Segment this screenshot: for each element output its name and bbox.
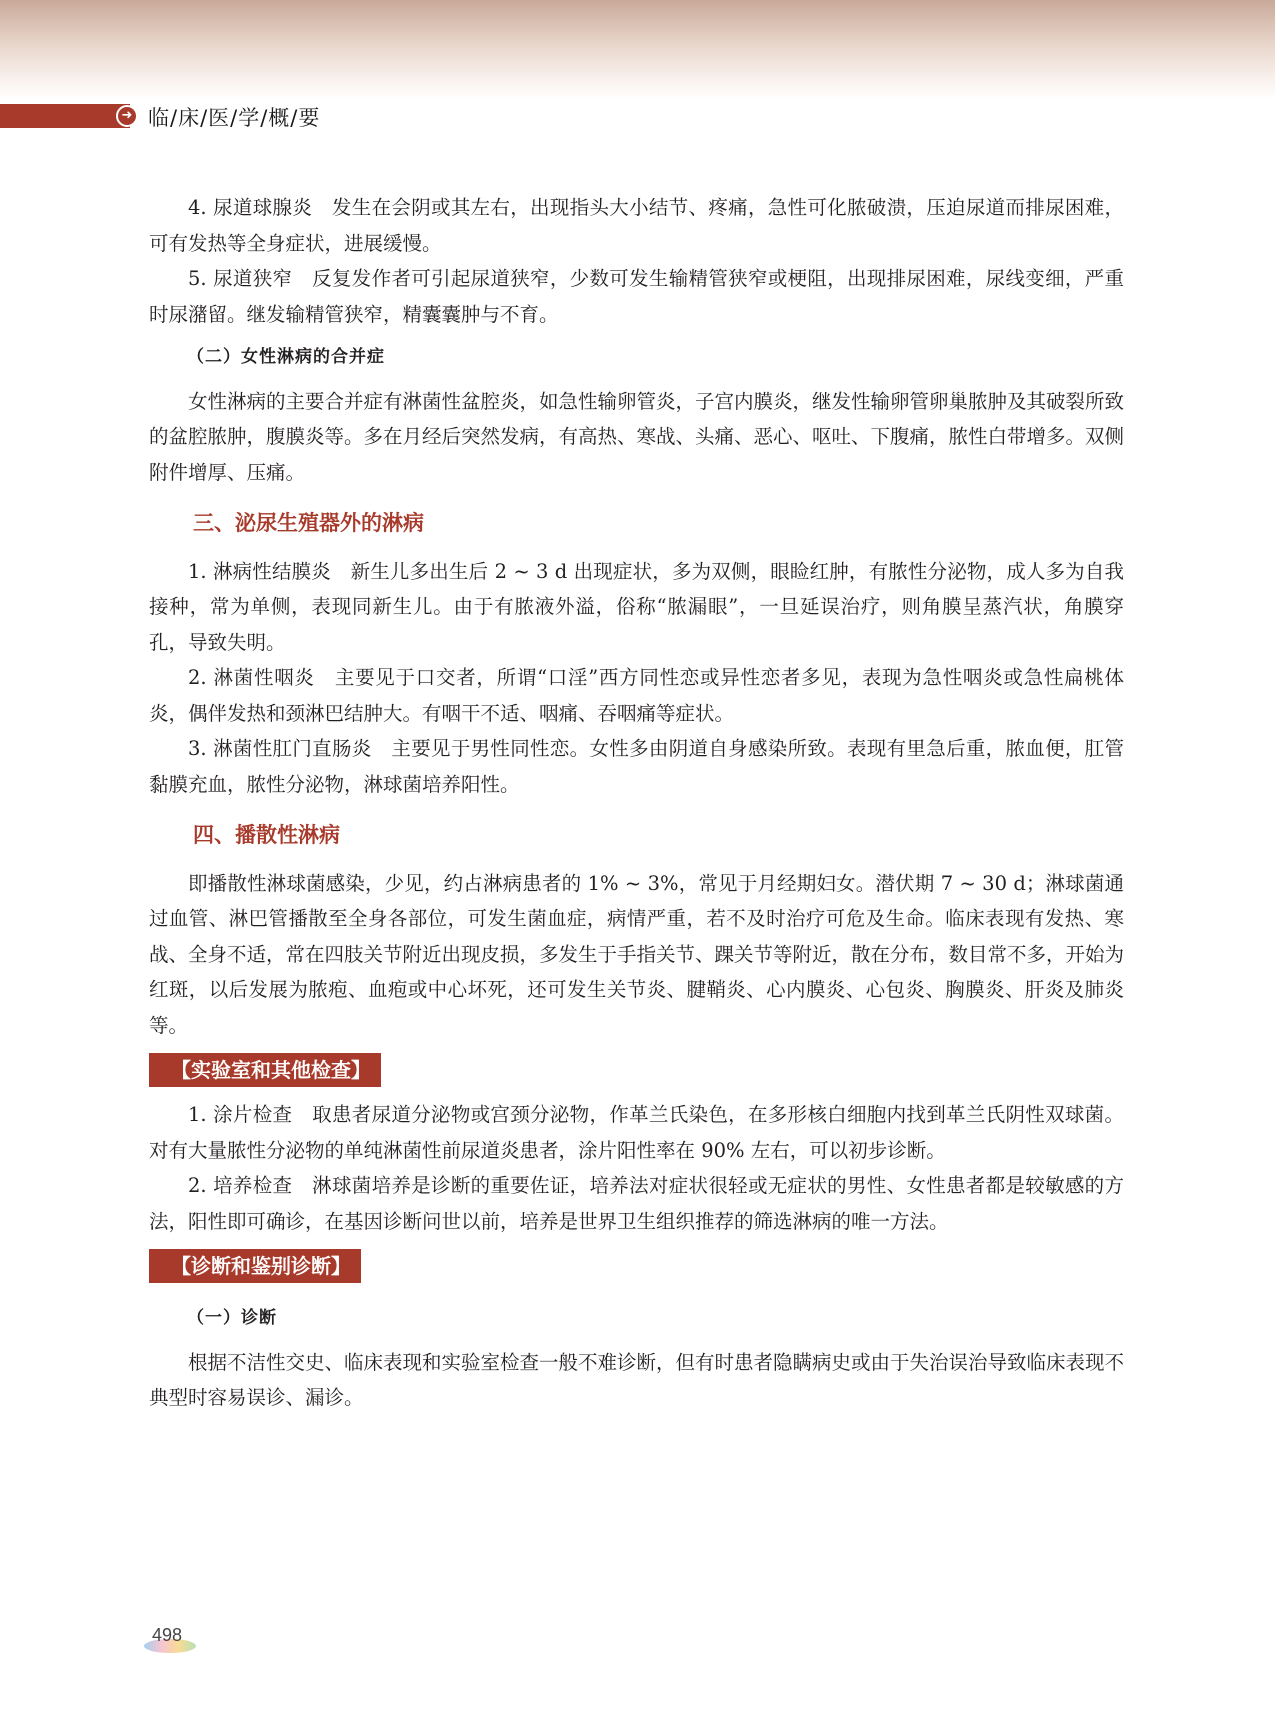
box-heading-lab-tests: 【实验室和其他检查】: [149, 1053, 381, 1087]
paragraph: 2. 培养检查 淋球菌培养是诊断的重要佐证，培养法对症状很轻或无症状的男性、女性患者都是较敏感的方法，阳性即可确诊，在基因诊断问世以前，培养是世界卫生组织推荐的筛选淋病的唯一方法。: [149, 1174, 1124, 1233]
page-number: [144, 1625, 196, 1655]
paragraph: 即播散性淋球菌感染，少见，约占淋病患者的 1% ~ 3%，常见于月经期妇女。潜伏期 7 ~ 30 d；淋球菌通过血管、淋巴管播散至全身各部位，可发生菌血症，病情严重，若不及时治疗可危及生命。临床表现有发热、寒战、全身不适，常在四肢关节附近出现皮损，多发生于手指关节、踝关节等附近，散在分布，数目常不多，开始为红斑，以后发展为脓疱、血疱或中心坏死，还可发生关节炎、腱鞘炎、心内膜炎、心包炎、胸膜炎、肝炎及肺炎等。: [149, 871, 1125, 1037]
header-gradient: [0, 0, 1275, 100]
subheading-diagnosis: （一）诊断: [187, 1308, 277, 1328]
book-title: 临/床/医/学/概/要: [148, 106, 321, 130]
subheading-female-complications: （二）女性淋病的合并症: [187, 347, 385, 367]
section-heading-disseminated: 四、播散性淋病: [193, 823, 340, 847]
paragraph: 1. 涂片检查 取患者尿道分泌物或宫颈分泌物，作革兰氏染色，在多形核白细胞内找到革兰氏阴性双球菌。对有大量脓性分泌物的单纯淋菌性前尿道炎患者，涂片阳性率在 90% 左右，可以初步诊断。: [149, 1103, 1124, 1162]
header-accent-bar: [0, 104, 130, 128]
paragraph: 2. 淋菌性咽炎 主要见于口交者，所谓“口淫”西方同性恋或异性恋者多见，表现为急性咽炎或急性扁桃体炎，偶伴发热和颈淋巴结肿大。有咽干不适、咽痛、吞咽痛等症状。: [149, 666, 1124, 725]
arrow-right-icon: ➜: [116, 105, 138, 127]
box-heading-diagnosis: 【诊断和鉴别诊断】: [149, 1249, 361, 1283]
paragraph: 根据不洁性交史、临床表现和实验室检查一般不难诊断，但有时患者隐瞒病史或由于失治误治导致临床表现不典型时容易误诊、漏诊。: [149, 1350, 1125, 1409]
page-body: [149, 190, 1124, 1416]
paragraph: 4. 尿道球腺炎 发生在会阴或其左右，出现指头大小结节、疼痛，急性可化脓破溃，压迫尿道而排尿困难，可有发热等全身症状，进展缓慢。: [149, 196, 1124, 255]
page-number-text: 498: [152, 1625, 183, 1645]
section-heading-extragenital: 三、泌尿生殖器外的淋病: [193, 511, 424, 535]
paragraph: 3. 淋菌性肛门直肠炎 主要见于男性同性恋。女性多由阴道自身感染所致。表现有里急后重，脓血便，肛管黏膜充血，脓性分泌物，淋球菌培养阳性。: [149, 737, 1124, 796]
paragraph: 1. 淋病性结膜炎 新生儿多出生后 2 ~ 3 d 出现症状，多为双侧，眼睑红肿，有脓性分泌物，成人多为自我接种，常为单侧，表现同新生儿。由于有脓液外溢，俗称“脓漏眼”，一旦延误治疗，则角膜呈蒸汽状，角膜穿孔，导致失明。: [149, 559, 1124, 654]
paragraph: 女性淋病的主要合并症有淋菌性盆腔炎，如急性输卵管炎，子宫内膜炎，继发性输卵管卵巢脓肿及其破裂所致的盆腔脓肿，腹膜炎等。多在月经后突然发病，有高热、寒战、头痛、恶心、呕吐、下腹痛，脓性白带增多。双侧附件增厚、压痛。: [149, 389, 1125, 484]
paragraph: 5. 尿道狭窄 反复发作者可引起尿道狭窄，少数可发生输精管狭窄或梗阻，出现排尿困难，尿线变细，严重时尿潴留。继发输精管狭窄，精囊囊肿与不育。: [149, 267, 1124, 326]
